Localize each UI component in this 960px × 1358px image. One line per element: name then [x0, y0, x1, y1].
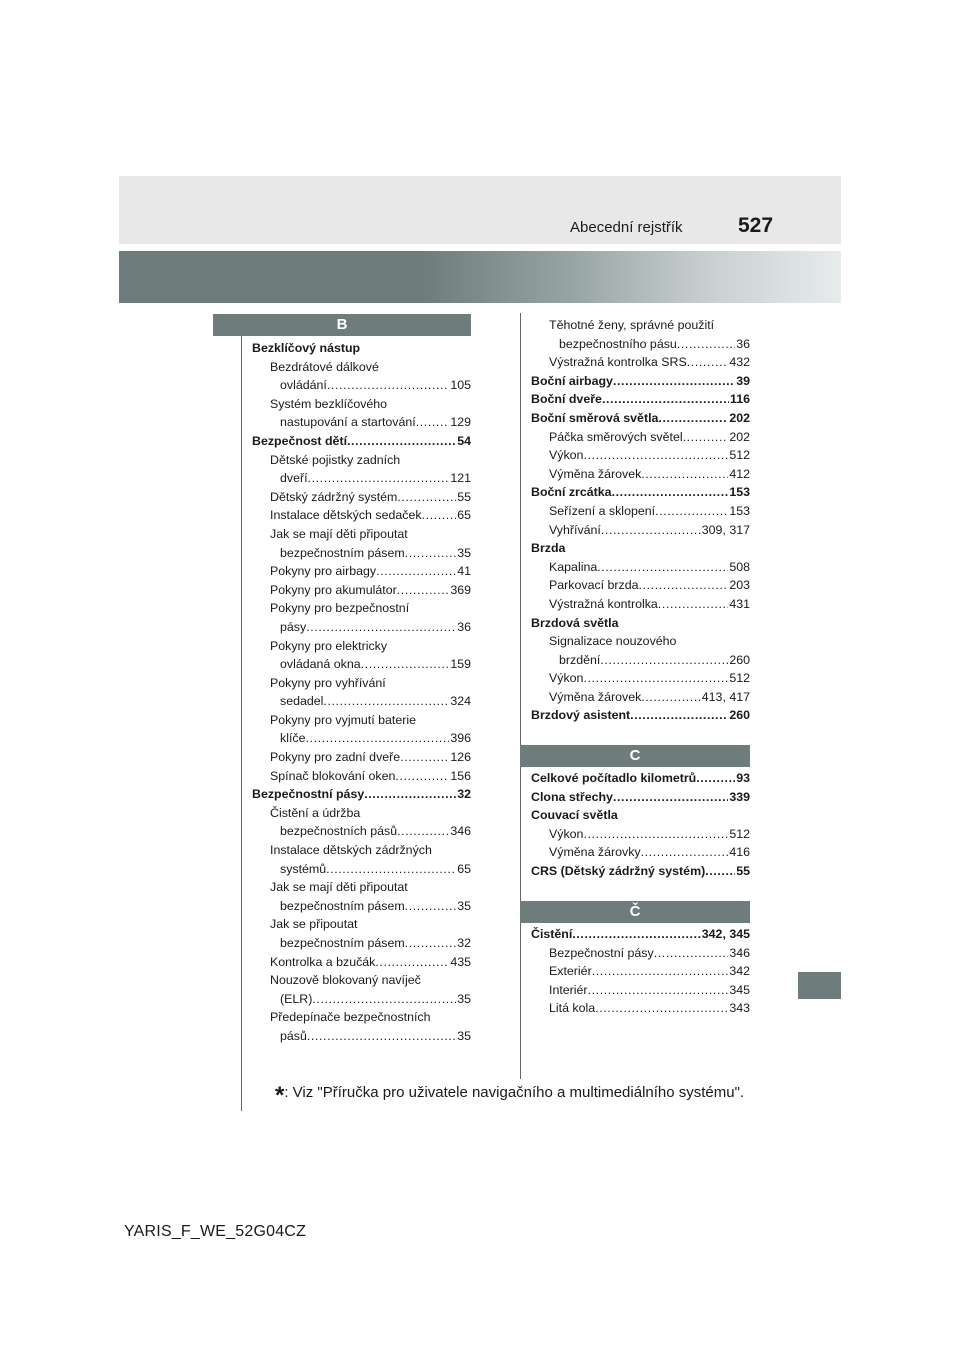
index-entry-term: Seřízení a sklopení: [549, 503, 656, 518]
leader-dots: [572, 925, 700, 944]
index-entry-term: Předepínače bezpečnostních: [270, 1010, 431, 1025]
index-entry-term: Jak se mají děti připoutat: [270, 526, 408, 541]
index-entry-page: 346: [450, 824, 471, 839]
leader-dots: [405, 544, 457, 563]
leader-dots: [641, 843, 729, 862]
index-entry: [252, 432, 471, 451]
leader-dots: [602, 390, 729, 409]
leader-dots: [326, 860, 456, 879]
index-entry-term: Boční airbagy: [531, 373, 613, 388]
leader-dots: [583, 825, 728, 844]
leader-dots: [597, 558, 728, 577]
index-entry-term: Pokyny pro vyjmutí baterie: [270, 712, 416, 727]
index-entry-page: 55: [736, 863, 750, 878]
leader-dots: [347, 432, 456, 451]
index-entry-term: Parkovací brzda: [549, 578, 639, 593]
index-entry-page: 342, 345: [701, 927, 750, 941]
index-entry-term: Pokyny pro bezpečnostní: [270, 601, 410, 616]
index-entry-term: Brzda: [531, 541, 566, 556]
index-entry: [531, 428, 750, 447]
leader-dots: [696, 769, 735, 788]
index-entry: [252, 767, 471, 786]
index-entry-term: Čistění a údržba: [270, 805, 361, 820]
leader-dots: [658, 595, 729, 614]
index-entry: [252, 897, 471, 916]
index-entry-term: Couvací světla: [531, 808, 618, 823]
leader-dots: [641, 465, 728, 484]
leader-dots: [364, 785, 456, 804]
index-entry-term: Boční dveře: [531, 392, 602, 407]
index-entry: [531, 688, 750, 707]
index-entry-page: 156: [450, 768, 471, 783]
leader-dots: [361, 655, 450, 674]
index-entry-page: 202: [729, 410, 750, 425]
index-entry: [531, 925, 750, 944]
index-entry: [252, 785, 471, 804]
index-entry: [531, 521, 750, 540]
leader-dots: [687, 353, 729, 372]
index-entry: [531, 806, 750, 825]
leader-dots: [658, 409, 728, 428]
index-entry: [531, 669, 750, 688]
index-entry-term: Pokyny pro akumulátor: [270, 582, 397, 597]
index-entry-page: 324: [450, 694, 471, 709]
index-entry: [531, 502, 750, 521]
leader-dots: [306, 618, 456, 637]
index-entry-page: 93: [736, 771, 750, 785]
leader-dots: [705, 862, 735, 881]
leader-dots: [630, 706, 728, 725]
left-index-column: [252, 339, 471, 1046]
index-entry: [252, 395, 471, 414]
index-entry-term: Pokyny pro airbagy: [270, 564, 377, 579]
gradient-band: [119, 251, 841, 303]
index-entry-term: ovládaná okna: [280, 657, 361, 672]
index-entry-term: Bezpečnostní pásy: [252, 787, 365, 802]
leader-dots: [613, 788, 728, 807]
leader-dots: [583, 669, 728, 688]
index-entry: [252, 711, 471, 730]
index-entry-page: 343: [729, 1001, 750, 1016]
index-entry-page: 36: [457, 619, 471, 634]
index-entry-term: bezpečnostním pásem: [280, 898, 405, 913]
index-entry: [531, 981, 750, 1000]
index-entry-page: 153: [729, 485, 750, 500]
index-entry-term: nastupování a startování: [280, 415, 416, 430]
leader-dots: [612, 483, 729, 502]
index-entry-term: pásů: [280, 1028, 307, 1043]
leader-dots: [416, 413, 450, 432]
index-entry: [252, 971, 471, 990]
index-entry: [252, 1027, 471, 1046]
index-entry-page: 508: [729, 559, 750, 574]
index-entry-term: Bezpečnost dětí: [252, 433, 348, 448]
index-entry: [252, 451, 471, 470]
index-entry-page: 202: [729, 429, 750, 444]
index-entry-term: Kontrolka a bzučák: [270, 954, 376, 969]
leader-dots: [397, 822, 449, 841]
index-entry-page: 512: [729, 448, 750, 463]
leader-dots: [308, 469, 450, 488]
index-entry-page: 35: [457, 1028, 471, 1043]
index-entry-term: sedadel: [280, 694, 324, 709]
index-entry-term: Kapalina: [549, 559, 598, 574]
leader-dots: [422, 506, 457, 525]
index-entry: [531, 409, 750, 428]
index-entry: [531, 614, 750, 633]
index-entry-term: Výstražná kontrolka SRS: [549, 355, 687, 370]
section-c-list: [531, 769, 750, 881]
index-entry: [252, 581, 471, 600]
index-entry-term: Pokyny pro zadní dveře: [270, 750, 401, 765]
index-entry: [252, 860, 471, 879]
index-entry-term: Brzdový asistent: [531, 708, 631, 723]
document-code: YARIS_F_WE_52G04CZ: [124, 1223, 307, 1240]
index-entry-page: 412: [729, 466, 750, 481]
index-entry-page: 129: [450, 415, 471, 430]
leader-dots: [655, 502, 728, 521]
index-entry-term: CRS (Dětský zádržný systém): [531, 863, 706, 878]
index-entry-page: 346: [729, 945, 750, 960]
index-entry-term: Celkové počítadlo kilometrů: [531, 771, 697, 785]
index-entry: [252, 878, 471, 897]
index-entry-page: 431: [729, 596, 750, 611]
leader-dots: [375, 953, 449, 972]
index-entry-page: 342: [729, 964, 750, 979]
index-entry: [252, 525, 471, 544]
right-index-continuation: [531, 316, 750, 725]
index-entry: [531, 999, 750, 1018]
index-entry-term: Interiér: [549, 982, 588, 997]
index-entry-term: Dětský zádržný systém: [270, 489, 398, 504]
index-entry-page: 159: [450, 657, 471, 672]
leader-dots: [641, 688, 700, 707]
index-entry: [252, 562, 471, 581]
index-entry-page: 435: [450, 954, 471, 969]
leader-dots: [327, 376, 449, 395]
index-entry: [531, 335, 750, 354]
index-entry-page: 416: [729, 845, 750, 860]
section-title: Abecední rejstřík: [570, 219, 683, 236]
index-entry-term: Pokyny pro vyhřívání: [270, 675, 386, 690]
index-entry-page: 260: [729, 652, 750, 667]
index-entry-term: bezpečnostního pásu: [559, 336, 677, 351]
index-entry: [531, 944, 750, 963]
leader-dots: [395, 767, 449, 786]
index-entry: [252, 692, 471, 711]
index-entry: [252, 1008, 471, 1027]
leader-dots: [683, 428, 729, 447]
index-entry-term: Výměna žárovek: [549, 466, 642, 481]
footnote-marker: *: [275, 1082, 285, 1109]
index-entry-page: 309, 317: [701, 522, 750, 537]
index-entry: [531, 632, 750, 651]
index-entry-term: Systém bezklíčového: [270, 396, 388, 411]
leader-dots: [405, 934, 457, 953]
leader-dots: [639, 576, 729, 595]
index-entry: [252, 990, 471, 1009]
index-entry: [531, 465, 750, 484]
index-entry: [531, 788, 750, 807]
index-entry: [252, 599, 471, 618]
index-entry-page: 396: [450, 731, 471, 746]
index-entry: [531, 316, 750, 335]
index-entry: [252, 544, 471, 563]
index-entry-page: 55: [457, 489, 471, 504]
index-entry-term: brzdění: [559, 652, 601, 667]
index-entry: [252, 934, 471, 953]
index-entry: [252, 488, 471, 507]
index-entry: [531, 539, 750, 558]
index-entry-term: Výstražná kontrolka: [549, 596, 658, 611]
section-heading-c: C: [520, 745, 750, 767]
index-entry-term: Vyhřívání: [549, 522, 601, 537]
index-entry-term: Litá kola: [549, 1001, 596, 1016]
index-entry: [252, 822, 471, 841]
index-entry-term: Bezdrátové dálkové: [270, 359, 379, 374]
index-entry: [531, 446, 750, 465]
index-entry-page: 32: [457, 936, 471, 950]
index-entry-page: 36: [736, 336, 750, 351]
index-entry: [252, 729, 471, 748]
leader-dots: [400, 748, 449, 767]
index-entry: [252, 748, 471, 767]
section-heading-c-caron: Č: [520, 901, 750, 923]
index-entry-page: 432: [729, 355, 750, 370]
chapter-tab: [798, 972, 841, 999]
index-entry-page: 339: [729, 789, 750, 804]
index-entry: [252, 506, 471, 525]
index-entry-term: Brzdová světla: [531, 615, 619, 630]
index-entry-term: systémů: [280, 861, 327, 876]
index-entry-term: klíče: [280, 731, 306, 746]
index-entry: [252, 358, 471, 377]
leader-dots: [307, 1027, 456, 1046]
index-entry: [252, 674, 471, 693]
column-divider: [520, 313, 521, 1079]
index-entry-term: bezpečnostním pásem: [280, 545, 405, 560]
leader-dots: [312, 990, 456, 1009]
index-entry-term: Nouzově blokovaný navíječ: [270, 973, 421, 988]
index-entry-page: 54: [457, 433, 471, 448]
leader-dots: [654, 944, 729, 963]
leader-dots: [583, 446, 728, 465]
index-entry-term: Výměna žárovek: [549, 689, 642, 704]
index-entry: [252, 339, 471, 358]
index-entry-term: dveří: [280, 471, 308, 486]
index-entry-page: 32: [457, 787, 471, 802]
index-entry-term: Clona střechy: [531, 789, 613, 804]
index-entry-term: Bezpečnostní pásy: [549, 945, 654, 960]
leader-dots: [588, 981, 729, 1000]
index-entry: [531, 576, 750, 595]
index-entry-page: 35: [457, 991, 471, 1006]
index-entry-term: Boční zrcátka: [531, 485, 612, 500]
index-entry: [252, 637, 471, 656]
index-entry-page: 35: [457, 545, 471, 560]
index-entry: [252, 413, 471, 432]
index-entry: [531, 706, 750, 725]
index-entry: [252, 655, 471, 674]
index-entry-page: 39: [736, 373, 750, 388]
index-entry-page: 35: [457, 898, 471, 913]
leader-dots: [601, 521, 701, 540]
index-entry-page: 105: [450, 378, 471, 393]
index-entry-page: 512: [729, 826, 750, 841]
section-c-caron-list: [531, 925, 750, 1018]
leader-dots: [323, 692, 449, 711]
index-entry: [252, 953, 471, 972]
index-entry: [531, 595, 750, 614]
index-entry-term: Instalace dětských sedaček: [270, 508, 422, 523]
index-entry-page: 65: [457, 861, 471, 876]
index-entry-term: Výkon: [549, 826, 584, 841]
index-entry-page: 153: [729, 503, 750, 518]
leader-dots: [595, 999, 728, 1018]
header-band: [119, 176, 841, 244]
leader-dots: [613, 372, 735, 391]
index-entry: [531, 558, 750, 577]
index-entry-term: Výměna žárovky: [549, 845, 641, 860]
index-entry: [531, 843, 750, 862]
index-entry-term: pásy: [280, 619, 307, 634]
index-entry: [252, 618, 471, 637]
footnote-text: : Viz "Příručka pro uživatele navigačního a multimediálního systému".: [284, 1084, 745, 1101]
index-entry-term: bezpečnostních pásů: [280, 824, 398, 839]
index-entry: [531, 962, 750, 981]
index-entry-page: 41: [457, 564, 471, 579]
index-entry-page: 413, 417: [701, 689, 750, 704]
index-entry-term: Bezklíčový nástup: [252, 341, 361, 355]
index-entry: [531, 390, 750, 409]
index-entry-term: Pokyny pro elektricky: [270, 638, 388, 653]
index-entry-term: Páčka směrových světel: [549, 429, 683, 444]
index-entry-term: Čistění: [531, 927, 573, 941]
index-entry-term: Jak se mají děti připoutat: [270, 880, 408, 895]
index-entry-page: 512: [729, 671, 750, 686]
index-entry-term: Instalace dětských zádržných: [270, 843, 432, 858]
index-entry-term: bezpečnostním pásem: [280, 936, 405, 950]
index-entry-term: Jak se připoutat: [270, 917, 358, 932]
page-number: 527: [738, 214, 774, 237]
leader-dots: [376, 562, 456, 581]
index-entry-term: (ELR): [280, 991, 313, 1006]
leader-dots: [405, 897, 457, 916]
section-heading-b: B: [213, 314, 471, 336]
index-entry: [252, 469, 471, 488]
leader-dots: [677, 335, 735, 354]
leader-dots: [397, 488, 456, 507]
index-entry: [531, 483, 750, 502]
index-entry: [531, 862, 750, 881]
index-entry: [252, 804, 471, 823]
index-entry-term: Signalizace nouzového: [549, 634, 677, 649]
leader-dots: [600, 651, 728, 670]
index-entry-term: Výkon: [549, 671, 584, 686]
index-entry-term: Těhotné ženy, správné použití: [549, 318, 715, 332]
index-entry-page: 369: [450, 582, 471, 597]
index-entry: [531, 825, 750, 844]
leader-dots: [397, 581, 450, 600]
index-entry-page: 116: [730, 392, 750, 407]
index-entry-page: 345: [729, 982, 750, 997]
index-entry: [252, 841, 471, 860]
left-margin-rule: [241, 333, 242, 1111]
index-entry-page: 121: [450, 471, 471, 486]
index-entry: [252, 376, 471, 395]
index-entry-page: 260: [729, 708, 750, 723]
index-entry: [531, 651, 750, 670]
leader-dots: [592, 962, 729, 981]
leader-dots: [305, 729, 449, 748]
index-entry-term: ovládání: [280, 378, 327, 393]
footnote: [275, 1082, 744, 1110]
index-entry-page: 126: [450, 750, 471, 765]
index-entry: [531, 353, 750, 372]
index-entry-term: Exteriér: [549, 964, 592, 979]
index-entry-page: 203: [729, 578, 750, 593]
index-entry-term: Dětské pojistky zadních: [270, 452, 401, 467]
index-entry-term: Boční směrová světla: [531, 410, 659, 425]
index-entry-page: 65: [457, 508, 471, 523]
index-entry-term: Spínač blokování oken: [270, 768, 396, 783]
index-entry: [531, 769, 750, 788]
index-entry-term: Výkon: [549, 448, 584, 463]
index-entry: [252, 915, 471, 934]
index-entry: [531, 372, 750, 391]
